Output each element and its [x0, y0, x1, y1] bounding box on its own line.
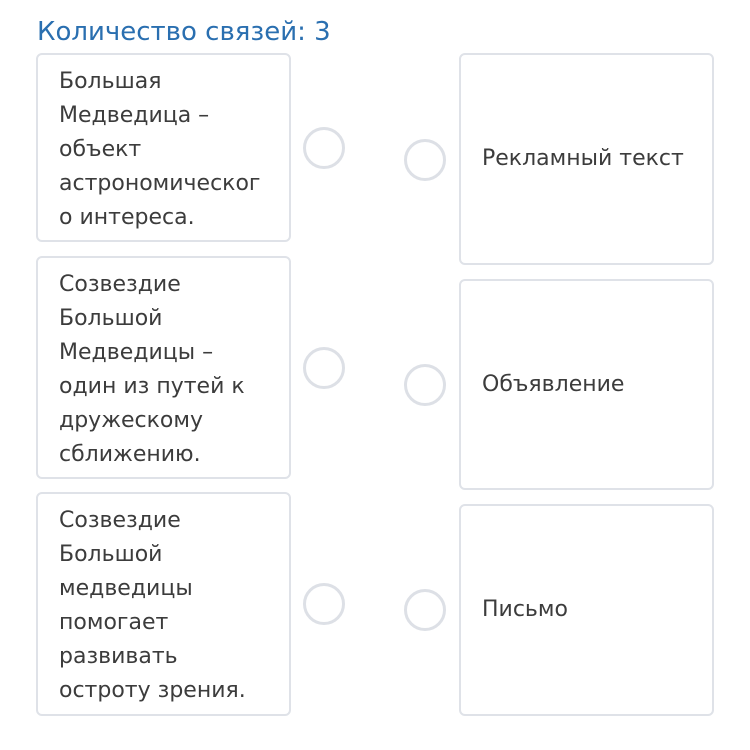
right-item-2-connector-radio[interactable] [404, 364, 446, 406]
right-item-1[interactable] [459, 53, 714, 265]
left-item-1-text: Большая Медведица – объект астрономическог о интереса. [59, 69, 261, 230]
left-item-1-connector-radio[interactable] [303, 127, 345, 169]
right-item-3-connector-radio[interactable] [404, 589, 446, 631]
right-item-3[interactable] [459, 504, 714, 716]
left-item-2-text: Созвездие Большой Медведицы – один из путей к дружескому сближению. [59, 272, 245, 467]
match-count-title: Количество связей: 3 [37, 17, 331, 47]
right-item-3-text: Письмо [482, 597, 568, 622]
left-item-3-text: Созвездие Большой медведицы помогает развивать остроту зрения. [59, 508, 246, 703]
right-item-2-text: Объявление [482, 371, 625, 397]
left-item-3-connector-radio[interactable] [303, 583, 345, 625]
left-item-2[interactable] [36, 256, 291, 479]
left-item-1[interactable] [36, 53, 291, 242]
right-item-1-text: Рекламный текст [482, 146, 684, 171]
left-item-3[interactable] [36, 492, 291, 716]
right-item-1-connector-radio[interactable] [404, 139, 446, 181]
right-item-2[interactable] [459, 279, 714, 490]
left-item-2-connector-radio[interactable] [303, 347, 345, 389]
